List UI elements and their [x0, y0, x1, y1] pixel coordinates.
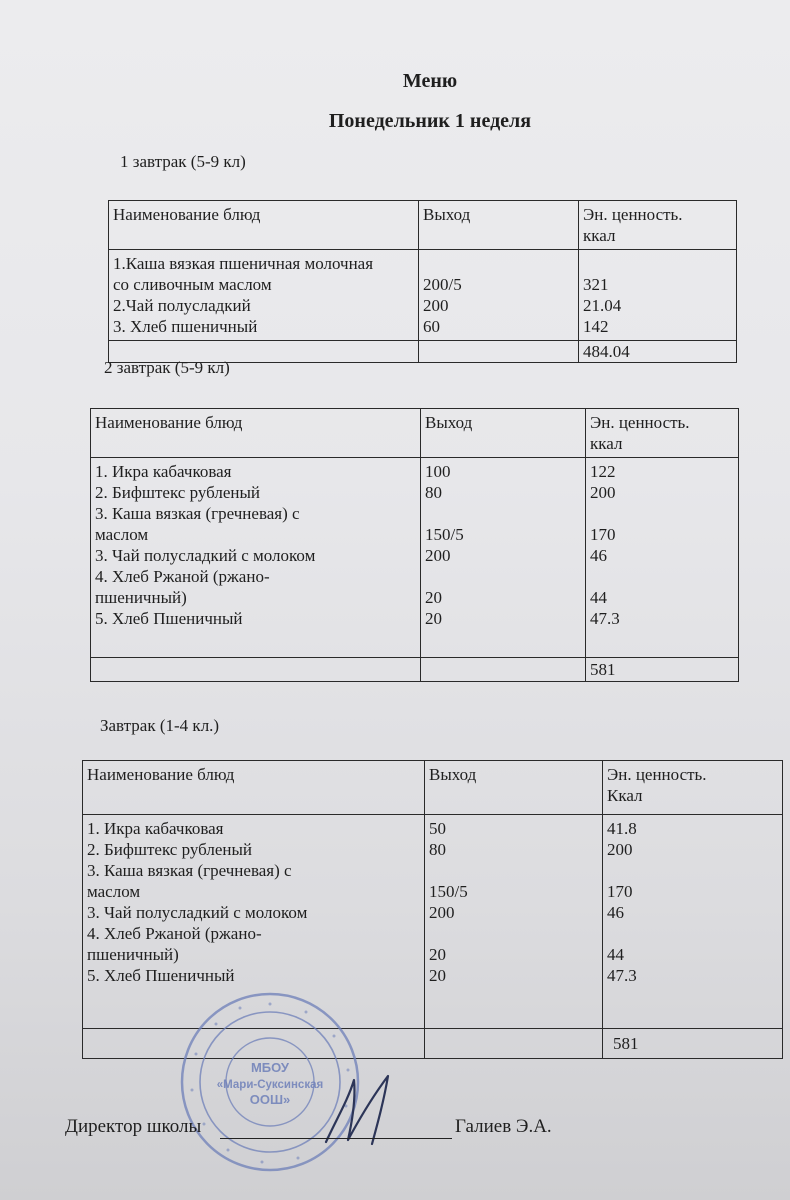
stamp-name: «Мари-Суксинская — [216, 1079, 324, 1091]
total-energy: 484.04 — [579, 341, 737, 363]
menu-table-1 — [108, 200, 737, 363]
header-energy: Эн. ценность. ккал — [586, 409, 739, 458]
director-label: Директор школы — [65, 1116, 202, 1137]
section-label-2: 2 завтрак (5-9 кл) — [104, 358, 230, 377]
page-subtitle: Понедельник 1 неделя — [328, 110, 532, 132]
header-dish: Наименование блюд — [109, 201, 419, 250]
dish-list: 1. Икра кабачковая 2. Бифштекс рубленый 3. Каша вязкая (гречневая) с маслом 3. Чай полусладкий с молоком 4. Хлеб Ржаной (ржано- пшеничный) 5. Хлеб Пшеничный — [91, 458, 421, 658]
menu-table-2 — [90, 408, 739, 682]
header-output: Выход — [421, 409, 586, 458]
energy-list: 321 21.04 142 — [579, 250, 737, 341]
signature-line — [220, 1138, 452, 1139]
page-title: Меню — [402, 70, 458, 92]
energy-list: 122 200 170 46 44 47.3 — [586, 458, 739, 658]
total-energy: 581 — [586, 658, 739, 682]
header-energy: Эн. ценность. ккал — [579, 201, 737, 250]
director-name: Галиев Э.А. — [455, 1116, 552, 1137]
header-energy: Эн. ценность. Ккал — [603, 761, 783, 815]
total-energy: 581 — [603, 1029, 783, 1059]
output-list: 200/5 200 60 — [419, 250, 579, 341]
section-label-1: 1 завтрак (5-9 кл) — [120, 152, 246, 171]
output-list: 50 80 150/5 200 20 20 — [425, 815, 603, 1029]
dish-list: 1. Икра кабачковая 2. Бифштекс рубленый 3. Каша вязкая (гречневая) с маслом 3. Чай полусладкий с молоком 4. Хлеб Ржаной (ржано- пшеничный) 5. Хлеб Пшеничный — [83, 815, 425, 1029]
total-empty-cell — [91, 658, 421, 682]
stamp-org: МБОУ — [250, 1060, 290, 1075]
total-empty-cell — [421, 658, 586, 682]
header-output: Выход — [425, 761, 603, 815]
header-dish: Наименование блюд — [83, 761, 425, 815]
output-list: 100 80 150/5 200 20 20 — [421, 458, 586, 658]
total-empty-cell — [419, 341, 579, 363]
total-empty-cell — [425, 1029, 603, 1059]
section-label-3: Завтрак (1-4 кл.) — [100, 716, 220, 735]
stamp-school: ООШ» — [249, 1092, 291, 1107]
energy-list: 41.8 200 170 46 44 47.3 — [603, 815, 783, 1029]
header-output: Выход — [419, 201, 579, 250]
dish-list: 1.Каша вязкая пшеничная молочная со сливочным маслом 2.Чай полусладкий 3. Хлеб пшеничный — [109, 250, 419, 341]
header-dish: Наименование блюд — [91, 409, 421, 458]
